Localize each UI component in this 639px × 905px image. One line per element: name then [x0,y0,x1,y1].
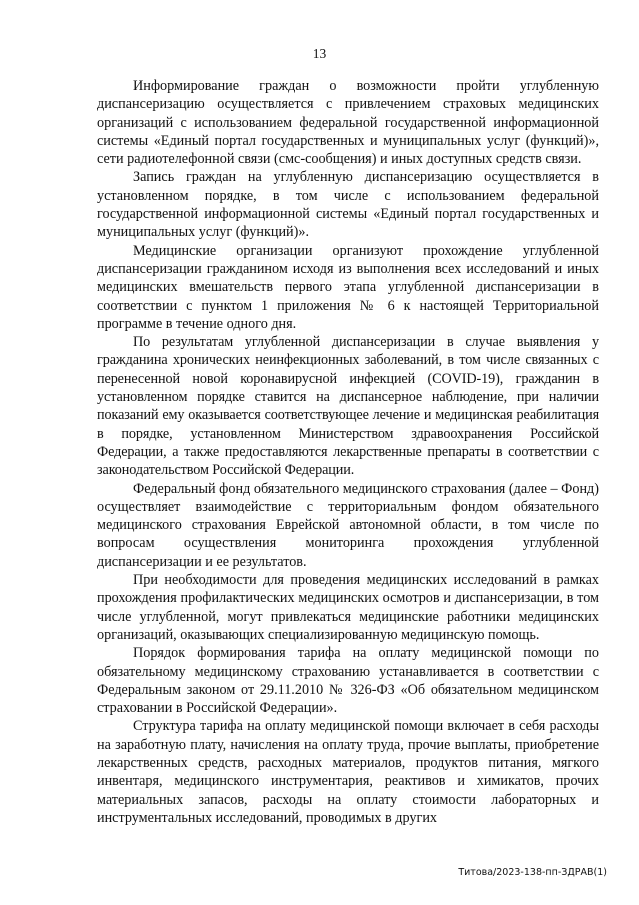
paragraph-tariff-structure: Структура тарифа на оплату медицинской помощи включает в себя расходы на заработную плату, начисления на оплату труда, прочие выплаты, приобретение лекарственных средств, расходных материалов, продуктов питания, мягкого инвентаря, медицинского инструментария, реактивов и химикатов, прочих материальных запасов, расходы на оплату стоимости лабораторных и инструментальных исследований, проводимых в других [97,718,599,826]
paragraph-registration: Запись граждан на углубленную диспансеризацию осуществляется в установленном порядке, в том числе с использованием федеральной государственной информационной системы «Единый портал государственных и муниципальных услуг (функций)». [97,169,599,241]
document-code: Титова/2023-138-пп-ЗДРАВ(1) [458,867,607,878]
paragraph-tariff-order: Порядок формирования тарифа на оплату медицинской помощи по обязательному медицинскому страхованию устанавливается в соответствии с Федеральным законом от 29.11.2010 № 326-ФЗ «Об обязательном медицинском страховании в Российской Федерации». [97,645,599,717]
paragraph-results: По результатам углубленной диспансеризации в случае выявления у гражданина хронических неинфекционных заболеваний, в том числе связанных с перенесенной новой коронавирусной инфекцией (COVID-19), гражданин в установленном порядке ставится на диспансерное наблюдение, при наличии показаний ему оказывается соответствующее лечение и медицинская реабилитация в порядке, установленном Министерством здравоохранения Российской Федерации, а также предоставляются лекарственные препараты в соответствии с законодательством Российской Федерации. [97,334,599,479]
paragraph-medical-organizations: Медицинские организации организуют прохождение углубленной диспансеризации гражданином исходя из выполнения всех исследований и иных медицинских вмешательств первого этапа углубленной диспансеризации в соответствии с пунктом 1 приложения № 6 к настоящей Территориальной программе в течение одного дня. [97,242,599,332]
document-body [97,77,599,827]
paragraph-specialists: При необходимости для проведения медицинских исследований в рамках прохождения профилактических медицинских осмотров и диспансеризации, в том числе углубленной, могут привлекаться медицинские работники медицинских организаций, оказывающих специализированную медицинскую помощь. [97,572,599,643]
paragraph-federal-fund: Федеральный фонд обязательного медицинского страхования (далее – Фонд) осуществляет взаимодействие с территориальным фондом обязательного медицинского страхования Еврейской автономной области, в том числе по вопросам осуществления мониторинга прохождения углубленной диспансеризации и ее результатов. [97,480,599,570]
page-number: 13 [312,46,327,61]
paragraph-informing-citizens: Информирование граждан о возможности пройти углубленную диспансеризацию осуществляется с привлечением страховых медицинских организаций с использованием федеральной государственной информационной системы «Единый портал государственных и муниципальных услуг (функций)», сети радиотелефонной связи (смс-сообщения) и иных доступных средств связи. [97,78,599,168]
